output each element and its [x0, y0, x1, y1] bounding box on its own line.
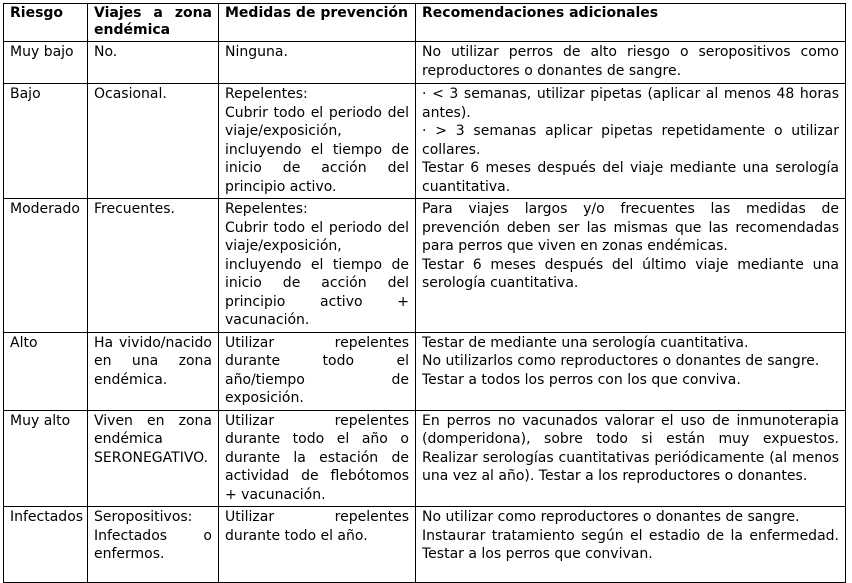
cell-riesgo: Muy bajo	[4, 42, 88, 84]
cell-recomendaciones	[416, 332, 846, 410]
cell-viajes: No.	[88, 42, 219, 84]
cell-recomendaciones	[416, 199, 846, 333]
cell-medidas	[219, 507, 416, 583]
cell-recomendaciones	[416, 410, 846, 507]
cell-recomendaciones	[416, 84, 846, 199]
medidas-line: Utilizar repelentes durante todo el año/tiempo de exposición.	[225, 334, 409, 406]
cell-medidas	[219, 199, 416, 333]
recomendacion-line: · > 3 semanas aplicar pipetas repetidamente o utilizar collares.	[422, 123, 839, 158]
medidas-line: Ninguna.	[225, 44, 288, 60]
header-viajes: Viajes a zona endémica	[88, 4, 219, 42]
header-medidas: Medidas de prevención	[219, 4, 416, 42]
table-header-row	[4, 4, 846, 42]
recomendacion-line: · < 3 semanas, utilizar pipetas (aplicar al menos 48 horas antes).	[422, 86, 839, 121]
recomendacion-line: Instaurar tratamiento según el estadio de la enfermedad. Testar a los perros que convivan.	[422, 527, 839, 562]
medidas-line: Utilizar repelentes durante todo el año.	[225, 509, 409, 544]
medidas-line: Cubrir todo el periodo del viaje/exposición, incluyendo el tiempo de inicio de acción del principio activo.	[225, 104, 409, 195]
cell-riesgo: Infectados	[4, 507, 88, 583]
recomendacion-line: Testar 6 meses después del último viaje mediante una serología cuantitativa.	[422, 256, 839, 291]
header-riesgo: Riesgo	[4, 4, 88, 42]
medidas-line: Utilizar repelentes durante todo el año o durante la estación de actividad de flebótomos + vacunación.	[225, 412, 409, 503]
recomendacion-line: En perros no vacunados valorar el uso de inmunoterapia (domperidona), sobre todo si están muy expuestos. Realizar serologías cuantitativas periódicamente (al menos una vez al año). Testar a los reproductores o donantes.	[422, 412, 839, 484]
cell-viajes: Ocasional.	[88, 84, 219, 199]
cell-riesgo: Bajo	[4, 84, 88, 199]
cell-recomendaciones	[416, 42, 846, 84]
cell-viajes: Seropositivos: Infectados o enfermos.	[88, 507, 219, 583]
cell-medidas	[219, 84, 416, 199]
cell-medidas	[219, 410, 416, 507]
cell-medidas	[219, 42, 416, 84]
cell-viajes: Viven en zona endémica SERONEGATIVO.	[88, 410, 219, 507]
recomendacion-line: No utilizarlos como reproductores o donantes de sangre.	[422, 353, 820, 369]
table-row	[4, 84, 846, 199]
table-row	[4, 42, 846, 84]
cell-medidas	[219, 332, 416, 410]
recomendacion-line: No utilizar perros de alto riesgo o seropositivos como reproductores o donantes de sangre.	[422, 44, 839, 79]
medidas-line: Repelentes:	[225, 86, 308, 102]
cell-viajes: Frecuentes.	[88, 199, 219, 333]
recomendacion-line: Testar a todos los perros con los que conviva.	[422, 371, 741, 388]
medidas-line: Cubrir todo el periodo del viaje/exposición, incluyendo el tiempo de inicio de acción del principio activo + vacunación.	[225, 219, 409, 328]
table-row	[4, 410, 846, 507]
cell-recomendaciones	[416, 507, 846, 583]
table-row	[4, 507, 846, 583]
table-row	[4, 199, 846, 333]
cell-riesgo: Muy alto	[4, 410, 88, 507]
recomendacion-line: Testar 6 meses después del viaje mediante una serología cuantitativa.	[422, 160, 839, 195]
cell-riesgo: Moderado	[4, 199, 88, 333]
recomendacion-line: Testar de mediante una serología cuantitativa.	[422, 334, 749, 351]
table-row	[4, 332, 846, 410]
recomendacion-line: No utilizar como reproductores o donantes de sangre.	[422, 509, 800, 525]
header-recomendaciones: Recomendaciones adicionales	[416, 4, 846, 42]
cell-riesgo: Alto	[4, 332, 88, 410]
recomendacion-line: Para viajes largos y/o frecuentes las medidas de prevención deben ser las mismas que las recomendadas para perros que viven en zonas endémicas.	[422, 201, 839, 254]
risk-table	[3, 3, 846, 583]
medidas-line: Repelentes:	[225, 201, 308, 217]
cell-viajes: Ha vivido/nacido en una zona endémica.	[88, 332, 219, 410]
